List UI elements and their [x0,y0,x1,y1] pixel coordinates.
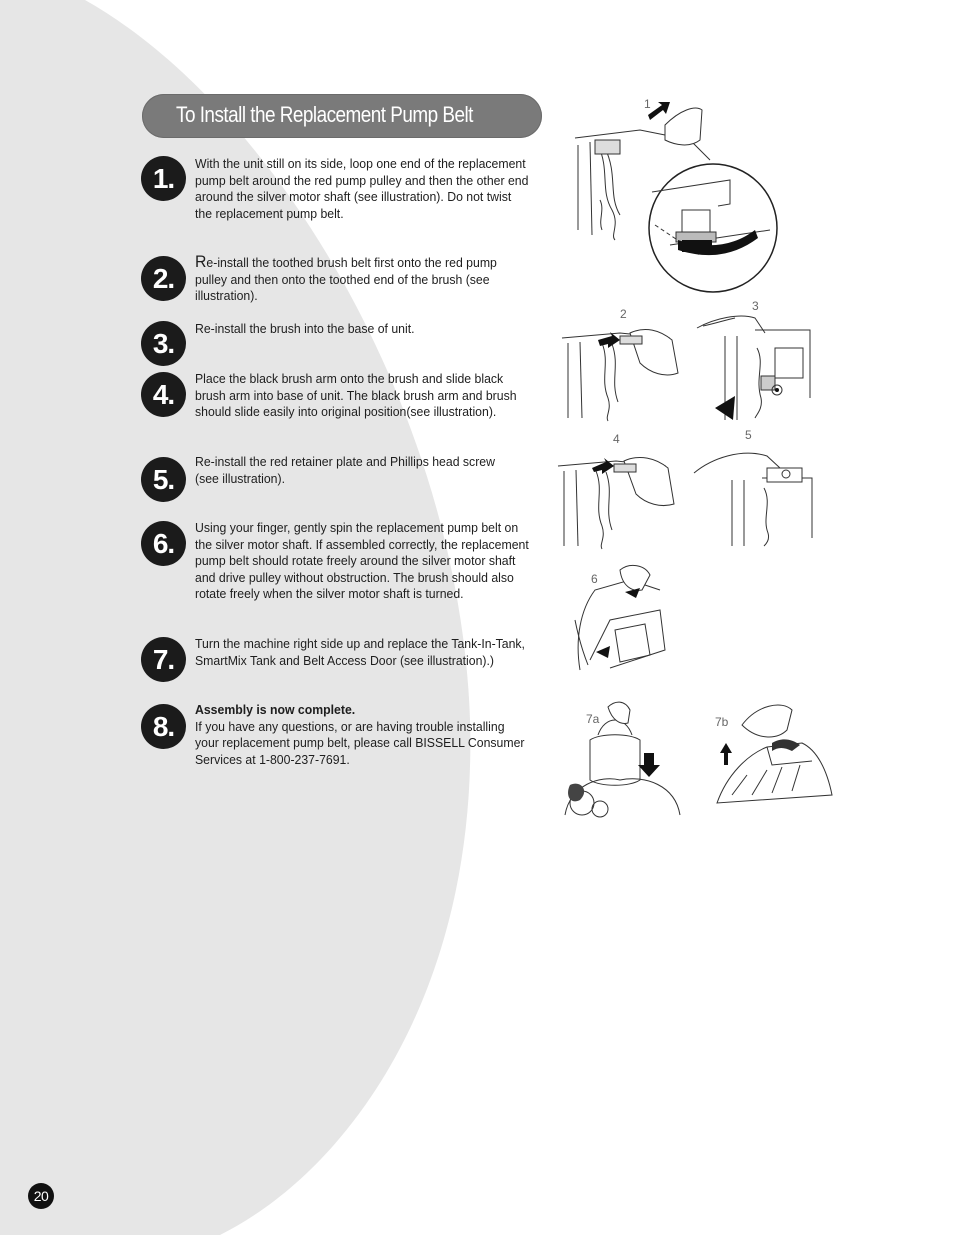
illustration-label-3: 3 [752,299,759,313]
step-2-dropcap: R [195,252,207,271]
step-5-text [195,454,530,487]
step-2-number: 2. [141,256,186,301]
step-8-number: 8. [141,704,186,749]
illustration-label-5: 5 [745,428,752,442]
illustration-label-7a: 7a [586,712,600,726]
step-8-heading: Assembly is now complete. [195,702,356,717]
illustration-label-1: 1 [644,97,651,111]
step-8-text [195,702,530,768]
illustration-2-brush-belt [560,318,685,423]
step-2-text [195,254,530,305]
page-number: 20 [28,1183,54,1209]
illustration-4-brush-arm [556,446,681,551]
illustration-label-4: 4 [613,432,620,446]
step-2-body: e-install the toothed brush belt first onto the red pump pulley and then onto the toothed end of the brush (see illustration). [195,255,497,304]
section-title: To Install the Replacement Pump Belt [176,102,473,127]
illustration-3-brush-reinstall [695,308,815,423]
step-8-body: If you have any questions, or are having trouble installing your replacement pump belt, please call BISSELL Consumer Services at 1-800-237-7691. [195,718,525,767]
section-header [142,94,542,138]
step-5-number: 5. [141,457,186,502]
illustration-1-belt-loop [570,100,790,295]
illustration-7b-belt-access-door [712,695,837,810]
step-1-number: 1. [141,156,186,201]
illustration-label-2: 2 [620,307,627,321]
illustration-label-6: 6 [591,572,598,586]
illustration-label-7b: 7b [715,715,729,729]
step-6-text: Using your finger, gently spin the replacement pump belt on the silver motor shaft. If assembled correctly, the replacement pump belt should rotate freely around the silver motor shaft and drive pulley without obstruction. The brush should also rotate freely when the silver motor shaft is turned. [195,520,529,602]
step-5-line-2: (see illustration). [195,470,285,486]
illustration-7a-replace-tank [560,695,685,820]
step-1-text: With the unit still on its side, loop one end of the replacement pump belt around the red pump pulley and then the other end around the silver motor shaft (see illustration). Do not twist the replacement pump belt. [195,156,529,221]
step-6-number: 6. [141,521,186,566]
step-7-number: 7. [141,637,186,682]
step-4-text: Place the black brush arm onto the brush and slide black brush arm into base of unit. The black brush arm and brush should slide easily into original position(see illustration). [195,371,517,420]
step-7-text: Turn the machine right side up and replace the Tank-In-Tank, SmartMix Tank and Belt Access Door (see illustration).) [195,636,525,668]
step-3-number: 3. [141,321,186,366]
illustration-6-spin-belt [570,560,670,675]
step-3-text: Re-install the brush into the base of unit. [195,321,415,336]
step-4-number: 4. [141,372,186,417]
step-5-line-1: Re-install the red retainer plate and Phillips head screw [195,454,495,469]
illustration-5-retainer-plate [692,438,817,548]
